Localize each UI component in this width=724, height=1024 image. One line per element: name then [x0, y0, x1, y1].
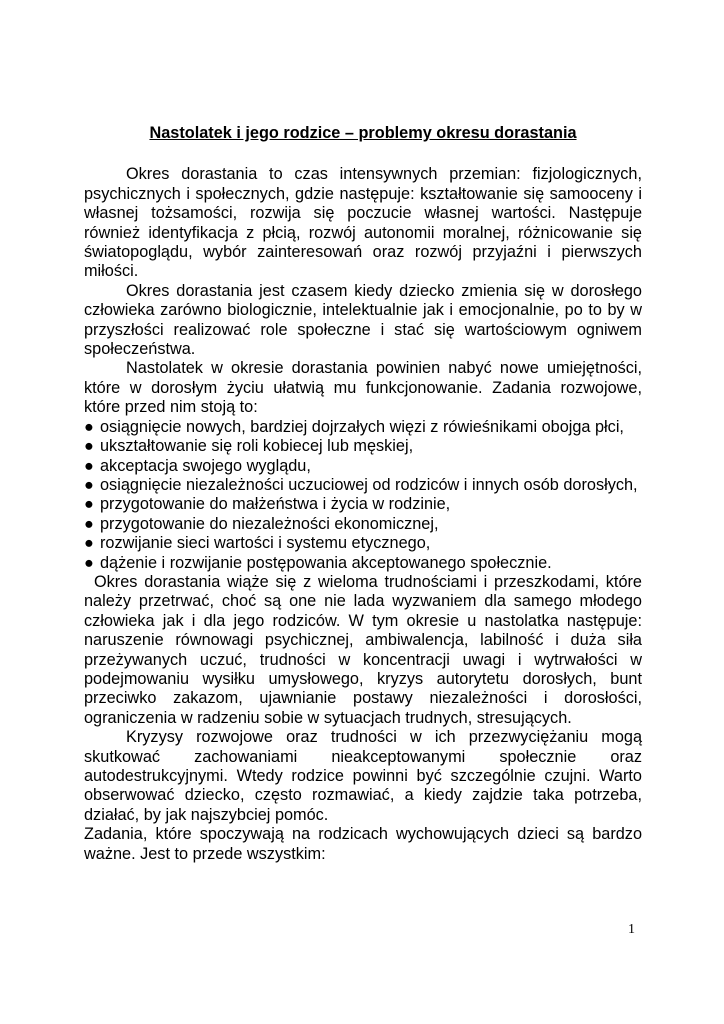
bullet-icon: ● [84, 437, 94, 456]
list-item [84, 515, 642, 534]
bullet-icon: ● [84, 456, 94, 475]
paragraph-1: Okres dorastania to czas intensywnych przemian: fizjologicznych, psychicznych i społecznych, gdzie następuje: kształtowanie się samooceny i własnej tożsamości, rozwija się poczucie własnej wartości. Następuje również identyfikacja z płcią, rozwój autonomii moralnej, różnicowanie się światopoglądu, wybór zainteresowań oraz rozwój przyjaźni i pierwszych miłości. [84, 165, 642, 281]
list-item [84, 457, 642, 476]
bullet-icon: ● [84, 553, 94, 572]
bullet-icon: ● [84, 534, 94, 553]
bullet-icon: ● [84, 495, 94, 514]
list-item-text: ukształtowanie się roli kobiecej lub męskiej, [100, 437, 414, 456]
document-body [84, 124, 642, 864]
list-item-text: akceptacja swojego wyglądu, [100, 456, 311, 475]
list-item-text: osiągnięcie niezależności uczuciowej od rodziców i innych osób dorosłych, [100, 475, 638, 494]
paragraph-2: Okres dorastania jest czasem kiedy dziecko zmienia się w dorosłego człowieka zarówno biologicznie, intelektualnie jak i emocjonalnie, po to by w przyszłości realizować role społeczne i stać się wartościowym ogniwem społeczeństwa. [84, 281, 642, 359]
paragraph-5: Kryzysy rozwojowe oraz trudności w ich przezwyciężaniu mogą skutkować zachowaniami nieakceptowanymi społecznie oraz autodestrukcyjnymi. Wtedy rodzice powinni być szczególnie czujni. Warto obserwować dziecko, często rozmawiać, a kiedy zajdzie taka potrzeba, działać, by jak najszybciej pomóc. [84, 728, 642, 824]
list-item-text: osiągnięcie nowych, bardziej dojrzałych więzi z rówieśnikami obojga płci, [100, 417, 624, 436]
list-item [84, 554, 642, 573]
list-item [84, 476, 642, 495]
developmental-tasks-list [84, 418, 642, 573]
list-item [84, 495, 642, 514]
list-item-text: przygotowanie do małżeństwa i życia w rodzinie, [100, 495, 451, 514]
paragraph-3: Nastolatek w okresie dorastania powinien nabyć nowe umiejętności, które w dorosłym życiu ułatwią mu funkcjonowanie. Zadania rozwojowe, które przed nim stoją to: [84, 359, 642, 417]
list-item-text: dążenie i rozwijanie postępowania akceptowanego społecznie. [100, 553, 552, 572]
list-item [84, 437, 642, 456]
bullet-icon: ● [84, 417, 94, 436]
list-item [84, 534, 642, 553]
list-item-text: przygotowanie do niezależności ekonomicznej, [100, 514, 439, 533]
paragraph-4: Okres dorastania wiąże się z wieloma trudnościami i przeszkodami, które należy przetrwać, choć są one nie lada wyzwaniem dla samego młodego człowieka jak i dla jego rodziców. W tym okresie u nastolatka następuje: naruszenie równowagi psychicznej, ambiwalencja, labilność i duża siła przeżywanych uczuć, trudności w koncentracji uwagi i wytrwałości w podejmowaniu wysiłku umysłowego, kryzys autorytetu dorosłych, bunt przeciwko zakazom, ujawnianie postawy niezależności i dorosłości, ograniczenia w radzeniu sobie w sytuacjach trudnych, stresujących. [84, 572, 642, 727]
list-item-text: rozwijanie sieci wartości i systemu etycznego, [100, 534, 431, 553]
bullet-icon: ● [84, 514, 94, 533]
paragraph-6: Zadania, które spoczywają na rodzicach wychowujących dzieci są bardzo ważne. Jest to przede wszystkim: [84, 825, 642, 863]
bullet-icon: ● [84, 475, 94, 494]
page-title: Nastolatek i jego rodzice – problemy okresu dorastania [149, 124, 577, 142]
list-item [84, 418, 642, 437]
page-number: 1 [628, 922, 635, 937]
